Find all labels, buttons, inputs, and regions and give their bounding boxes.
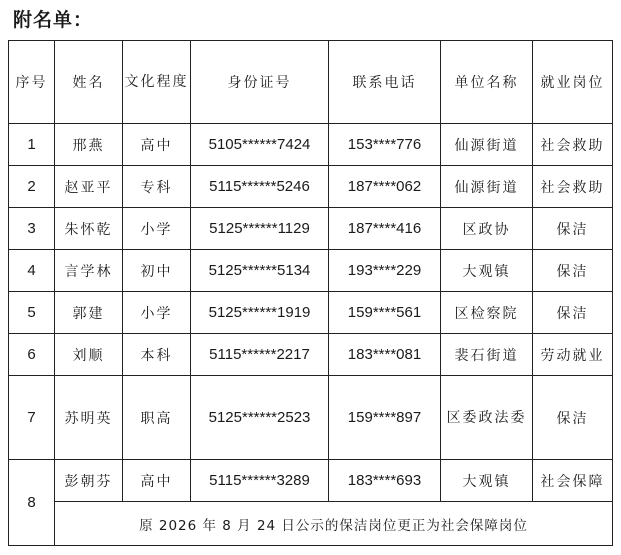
table-row (9, 460, 613, 502)
table-header-row (9, 41, 613, 124)
cell-education: 专科 (123, 166, 191, 208)
cell-post: 社会保障 (533, 460, 613, 502)
cell-name: 言学林 (55, 250, 123, 292)
cell-name: 刘顺 (55, 334, 123, 376)
cell-unit: 大观镇 (441, 460, 533, 502)
cell-unit: 区委政法委 (441, 376, 533, 460)
cell-id-number: 5115******2217 (191, 334, 329, 376)
cell-id-number: 5115******5246 (191, 166, 329, 208)
cell-no: 2 (9, 166, 55, 208)
cell-name: 苏明英 (55, 376, 123, 460)
cell-name: 赵亚平 (55, 166, 123, 208)
cell-unit: 区政协 (441, 208, 533, 250)
cell-no: 3 (9, 208, 55, 250)
cell-post: 保洁 (533, 292, 613, 334)
cell-phone: 153****776 (329, 124, 441, 166)
cell-id-number: 5115******3289 (191, 460, 329, 502)
cell-name: 朱怀乾 (55, 208, 123, 250)
header-phone: 联系电话 (329, 41, 441, 124)
cell-education: 初中 (123, 250, 191, 292)
table-row (9, 292, 613, 334)
cell-no: 1 (9, 124, 55, 166)
cell-id-number: 5125******1129 (191, 208, 329, 250)
table-row (9, 250, 613, 292)
cell-unit: 区检察院 (441, 292, 533, 334)
table-row (9, 124, 613, 166)
header-id-number: 身份证号 (191, 41, 329, 124)
cell-phone: 183****693 (329, 460, 441, 502)
cell-post: 保洁 (533, 250, 613, 292)
cell-post: 社会救助 (533, 124, 613, 166)
cell-phone: 193****229 (329, 250, 441, 292)
correction-note: 原 2026 年 8 月 24 日公示的保洁岗位更正为社会保障岗位 (55, 502, 613, 546)
header-post: 就业岗位 (533, 41, 613, 124)
cell-id-number: 5105******7424 (191, 124, 329, 166)
cell-education: 小学 (123, 208, 191, 250)
cell-id-number: 5125******2523 (191, 376, 329, 460)
cell-id-number: 5125******5134 (191, 250, 329, 292)
cell-name: 彭朝芬 (55, 460, 123, 502)
cell-phone: 159****897 (329, 376, 441, 460)
cell-education: 职高 (123, 376, 191, 460)
cell-no: 6 (9, 334, 55, 376)
table-row (9, 376, 613, 460)
header-no: 序号 (9, 41, 55, 124)
cell-unit: 仙源街道 (441, 166, 533, 208)
page-heading: 附名单： (13, 9, 94, 31)
cell-no: 8 (9, 460, 55, 546)
header-name: 姓名 (55, 41, 123, 124)
cell-education: 高中 (123, 460, 191, 502)
cell-post: 社会救助 (533, 166, 613, 208)
cell-education: 本科 (123, 334, 191, 376)
table-row (9, 334, 613, 376)
cell-post: 保洁 (533, 208, 613, 250)
table-row (9, 208, 613, 250)
cell-name: 郭建 (55, 292, 123, 334)
cell-no: 4 (9, 250, 55, 292)
cell-education: 高中 (123, 124, 191, 166)
header-unit: 单位名称 (441, 41, 533, 124)
cell-id-number: 5125******1919 (191, 292, 329, 334)
cell-no: 5 (9, 292, 55, 334)
cell-phone: 183****081 (329, 334, 441, 376)
cell-post: 劳动就业 (533, 334, 613, 376)
cell-no: 7 (9, 376, 55, 460)
cell-unit: 裴石街道 (441, 334, 533, 376)
cell-education: 小学 (123, 292, 191, 334)
cell-phone: 187****416 (329, 208, 441, 250)
roster-table (8, 40, 613, 546)
cell-phone: 159****561 (329, 292, 441, 334)
note-row (9, 502, 613, 546)
cell-post: 保洁 (533, 376, 613, 460)
cell-unit: 大观镇 (441, 250, 533, 292)
cell-name: 邢燕 (55, 124, 123, 166)
cell-unit: 仙源街道 (441, 124, 533, 166)
table-row (9, 166, 613, 208)
cell-phone: 187****062 (329, 166, 441, 208)
header-education: 文化程度 (123, 41, 191, 124)
